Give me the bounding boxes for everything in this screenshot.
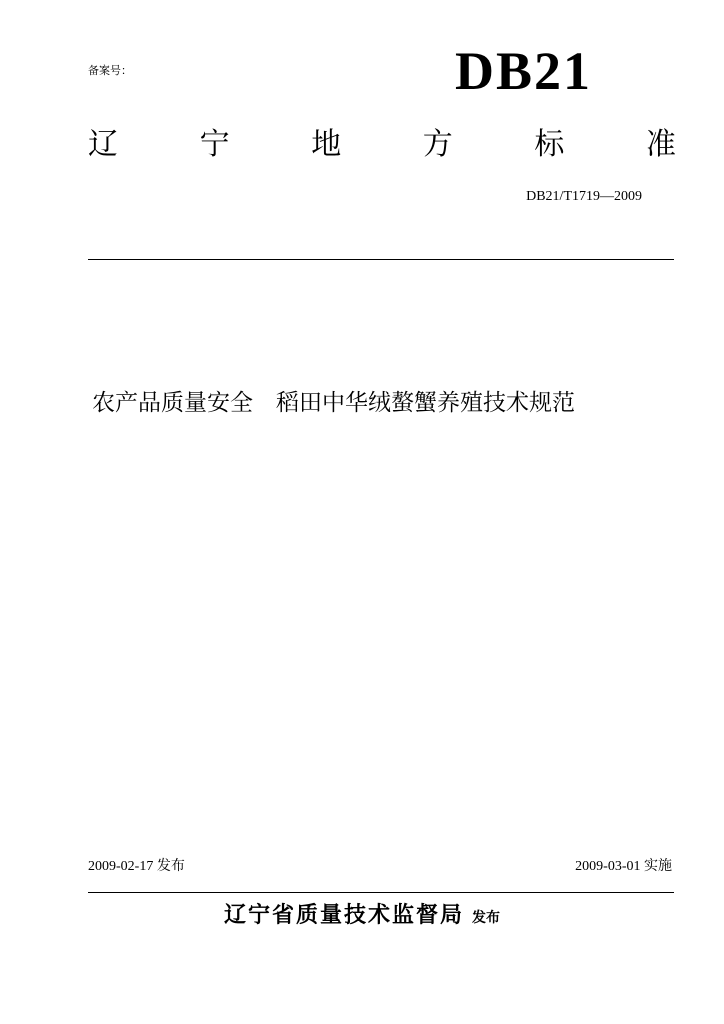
standard-type-char: 地 <box>311 127 342 162</box>
record-number-label: 备案号： <box>88 64 132 77</box>
standard-type-char: 辽 <box>88 127 118 162</box>
issuer-line <box>0 904 724 926</box>
issue-date: 2009-02-17 发布 <box>88 859 185 874</box>
publish-label: 发布 <box>472 910 500 926</box>
issuing-authority: 辽宁省质量技术监督局 <box>223 902 464 928</box>
standard-type-char: 方 <box>422 127 453 162</box>
top-divider <box>88 259 674 260</box>
standard-number: DB21/T1719—2009 <box>526 189 642 204</box>
standard-type-heading <box>88 127 676 162</box>
standard-code: DB21 <box>455 41 593 101</box>
standard-type-char: 标 <box>534 127 565 162</box>
bottom-divider <box>88 892 674 893</box>
standard-type-char: 准 <box>645 127 676 162</box>
document-title: 农产品质量安全 稻田中华绒螯蟹养殖技术规范 <box>92 390 575 416</box>
standard-type-char: 宁 <box>199 127 230 162</box>
implementation-date: 2009-03-01 实施 <box>575 859 672 874</box>
